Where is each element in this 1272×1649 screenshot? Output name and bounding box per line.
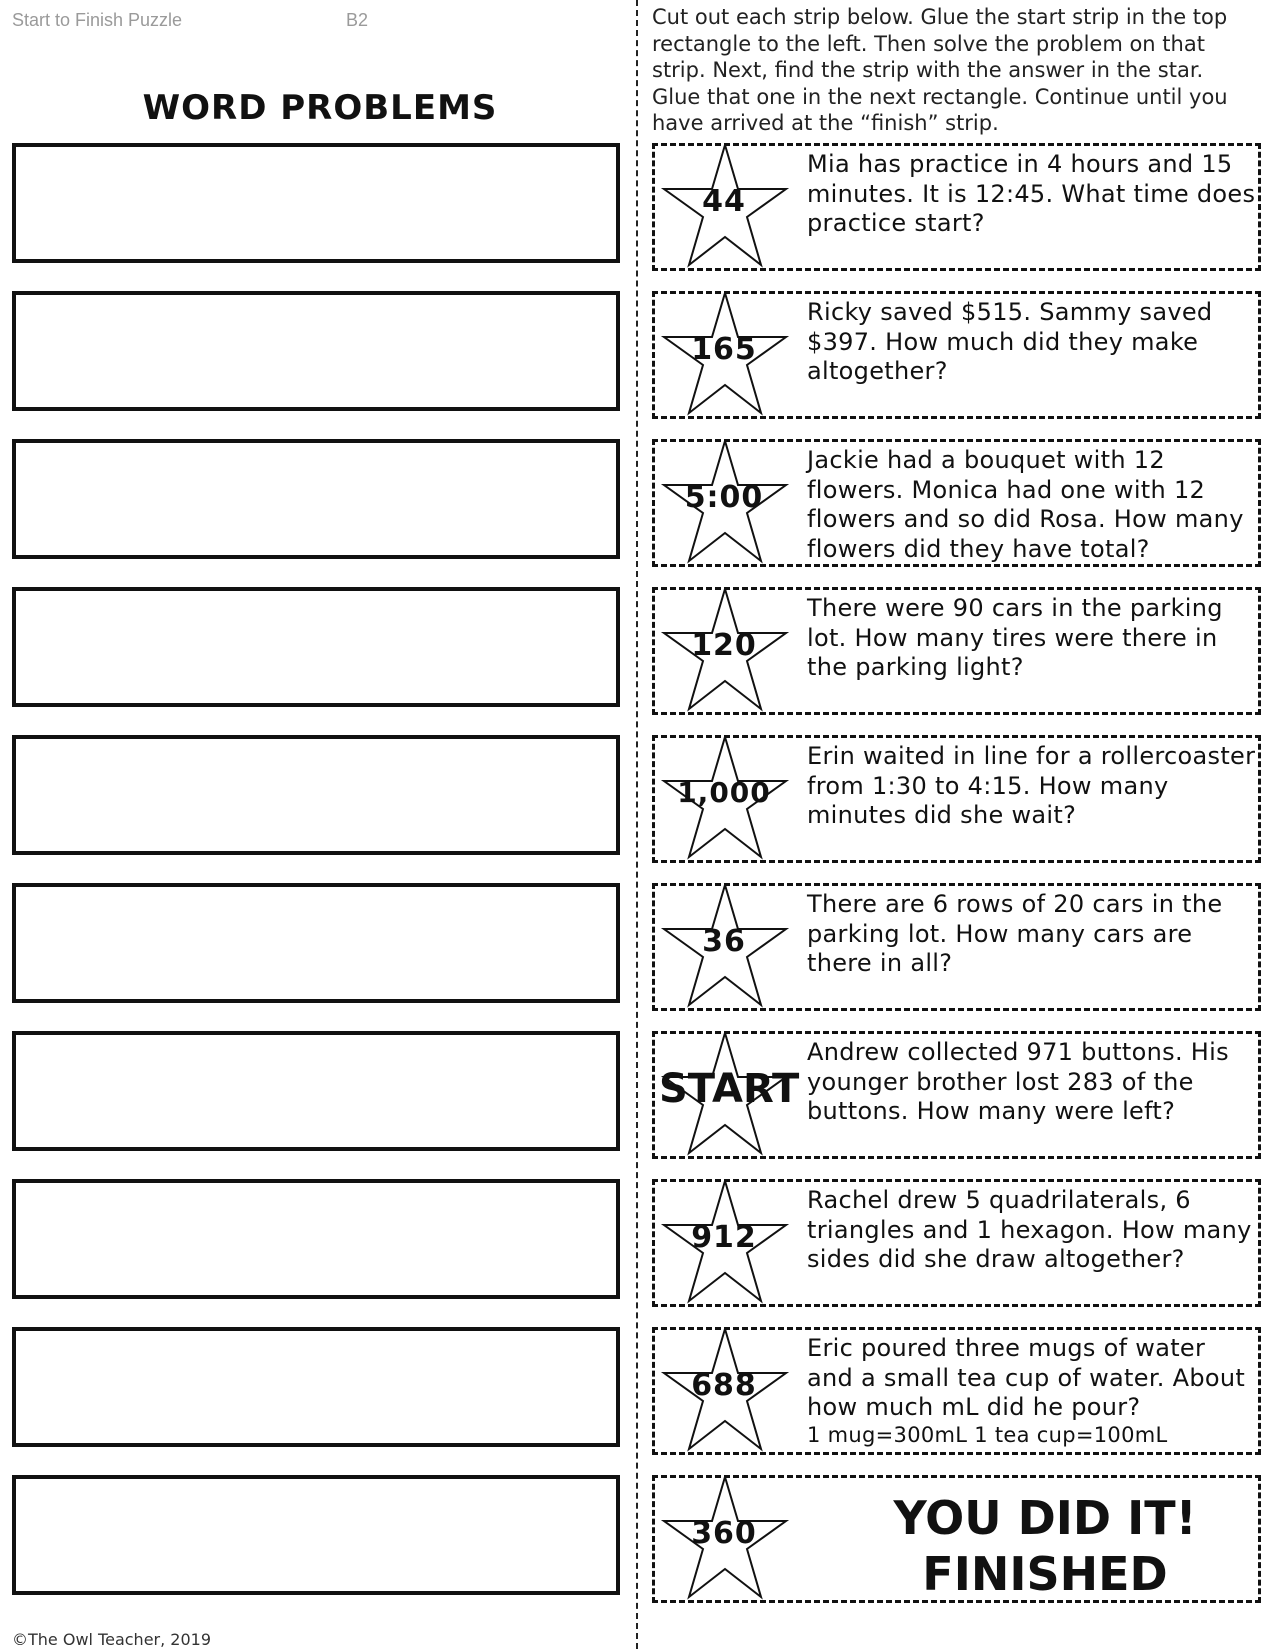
star-answer: 120 — [691, 628, 757, 663]
problem-strip — [652, 1179, 1261, 1307]
star-answer: 36 — [702, 924, 746, 959]
problem-text: Ricky saved $515. Sammy saved $397. How much did they make altogether? — [807, 298, 1213, 385]
problem-text: Eric poured three mugs of water and a small tea cup of water. About how much mL did he pour? — [807, 1334, 1246, 1421]
problem-note: 1 mug=300mL 1 tea cup=100mL — [807, 1422, 1168, 1447]
instructions-text: Cut out each strip below. Glue the start strip in the top rectangle to the left. Then solve the problem on that strip. Next, find the strip with the answer in the star. Glue that one in the next rectangle. Continue until you have arrived at the “finish” strip. — [652, 5, 1228, 135]
problem-strip — [652, 735, 1261, 863]
start-strip — [652, 1031, 1261, 1159]
problem-strip — [652, 291, 1261, 419]
finish-line-2: FINISHED — [922, 1547, 1168, 1601]
puzzle-code: B2 — [346, 10, 369, 30]
problem-text: There were 90 cars in the parking lot. How many tires were there in the parking light? — [807, 594, 1223, 681]
problem-strip — [652, 143, 1261, 271]
problem-strip — [652, 587, 1261, 715]
finish-message — [845, 1490, 1245, 1602]
cut-line-divider — [636, 0, 638, 1649]
problem-text: Erin waited in line for a rollercoaster from 1:30 to 4:15. How many minutes did she wait? — [807, 742, 1256, 829]
problem-text: Mia has practice in 4 hours and 15 minutes. It is 12:45. What time does practice start? — [807, 150, 1256, 237]
glue-rectangle-2 — [12, 291, 620, 411]
finish-line-1: YOU DID IT! — [893, 1491, 1197, 1545]
star-answer: 360 — [691, 1516, 757, 1551]
copyright-footer: ©The Owl Teacher, 2019 — [12, 1630, 212, 1649]
glue-rectangle-3 — [12, 439, 620, 559]
glue-rectangle-10 — [12, 1475, 620, 1595]
star-answer: 688 — [691, 1368, 757, 1403]
glue-rectangle-5 — [12, 735, 620, 855]
page-title: WORD PROBLEMS — [142, 88, 498, 128]
star-answer: 165 — [691, 332, 757, 367]
problem-strip — [652, 883, 1261, 1011]
problem-text: There are 6 rows of 20 cars in the parking lot. How many cars are there in all? — [807, 890, 1223, 977]
puzzle-name: Start to Finish Puzzle — [12, 10, 183, 30]
problem-text: Andrew collected 971 buttons. His younger brother lost 283 of the buttons. How many were left? — [807, 1038, 1229, 1125]
problem-text: Jackie had a bouquet with 12 flowers. Monica had one with 12 flowers and so did Rosa. How many flowers did they have total? — [807, 446, 1244, 563]
glue-rectangle-4 — [12, 587, 620, 707]
glue-rectangle-9 — [12, 1327, 620, 1447]
problem-text: Rachel drew 5 quadrilaterals, 6 triangles and 1 hexagon. How many sides did she draw altogether? — [807, 1186, 1252, 1273]
star-answer: 1,000 — [677, 776, 771, 809]
glue-rectangle-6 — [12, 883, 620, 1003]
start-label: START — [659, 1066, 800, 1112]
glue-rectangle-1 — [12, 143, 620, 263]
glue-rectangle-7 — [12, 1031, 620, 1151]
finish-strip — [652, 1475, 1261, 1603]
star-answer: 912 — [691, 1220, 757, 1255]
star-answer: 5:00 — [684, 480, 764, 515]
star-answer: 44 — [702, 184, 746, 219]
glue-rectangle-8 — [12, 1179, 620, 1299]
problem-strip — [652, 439, 1261, 567]
problem-block — [807, 1334, 1259, 1447]
problem-strip — [652, 1327, 1261, 1455]
